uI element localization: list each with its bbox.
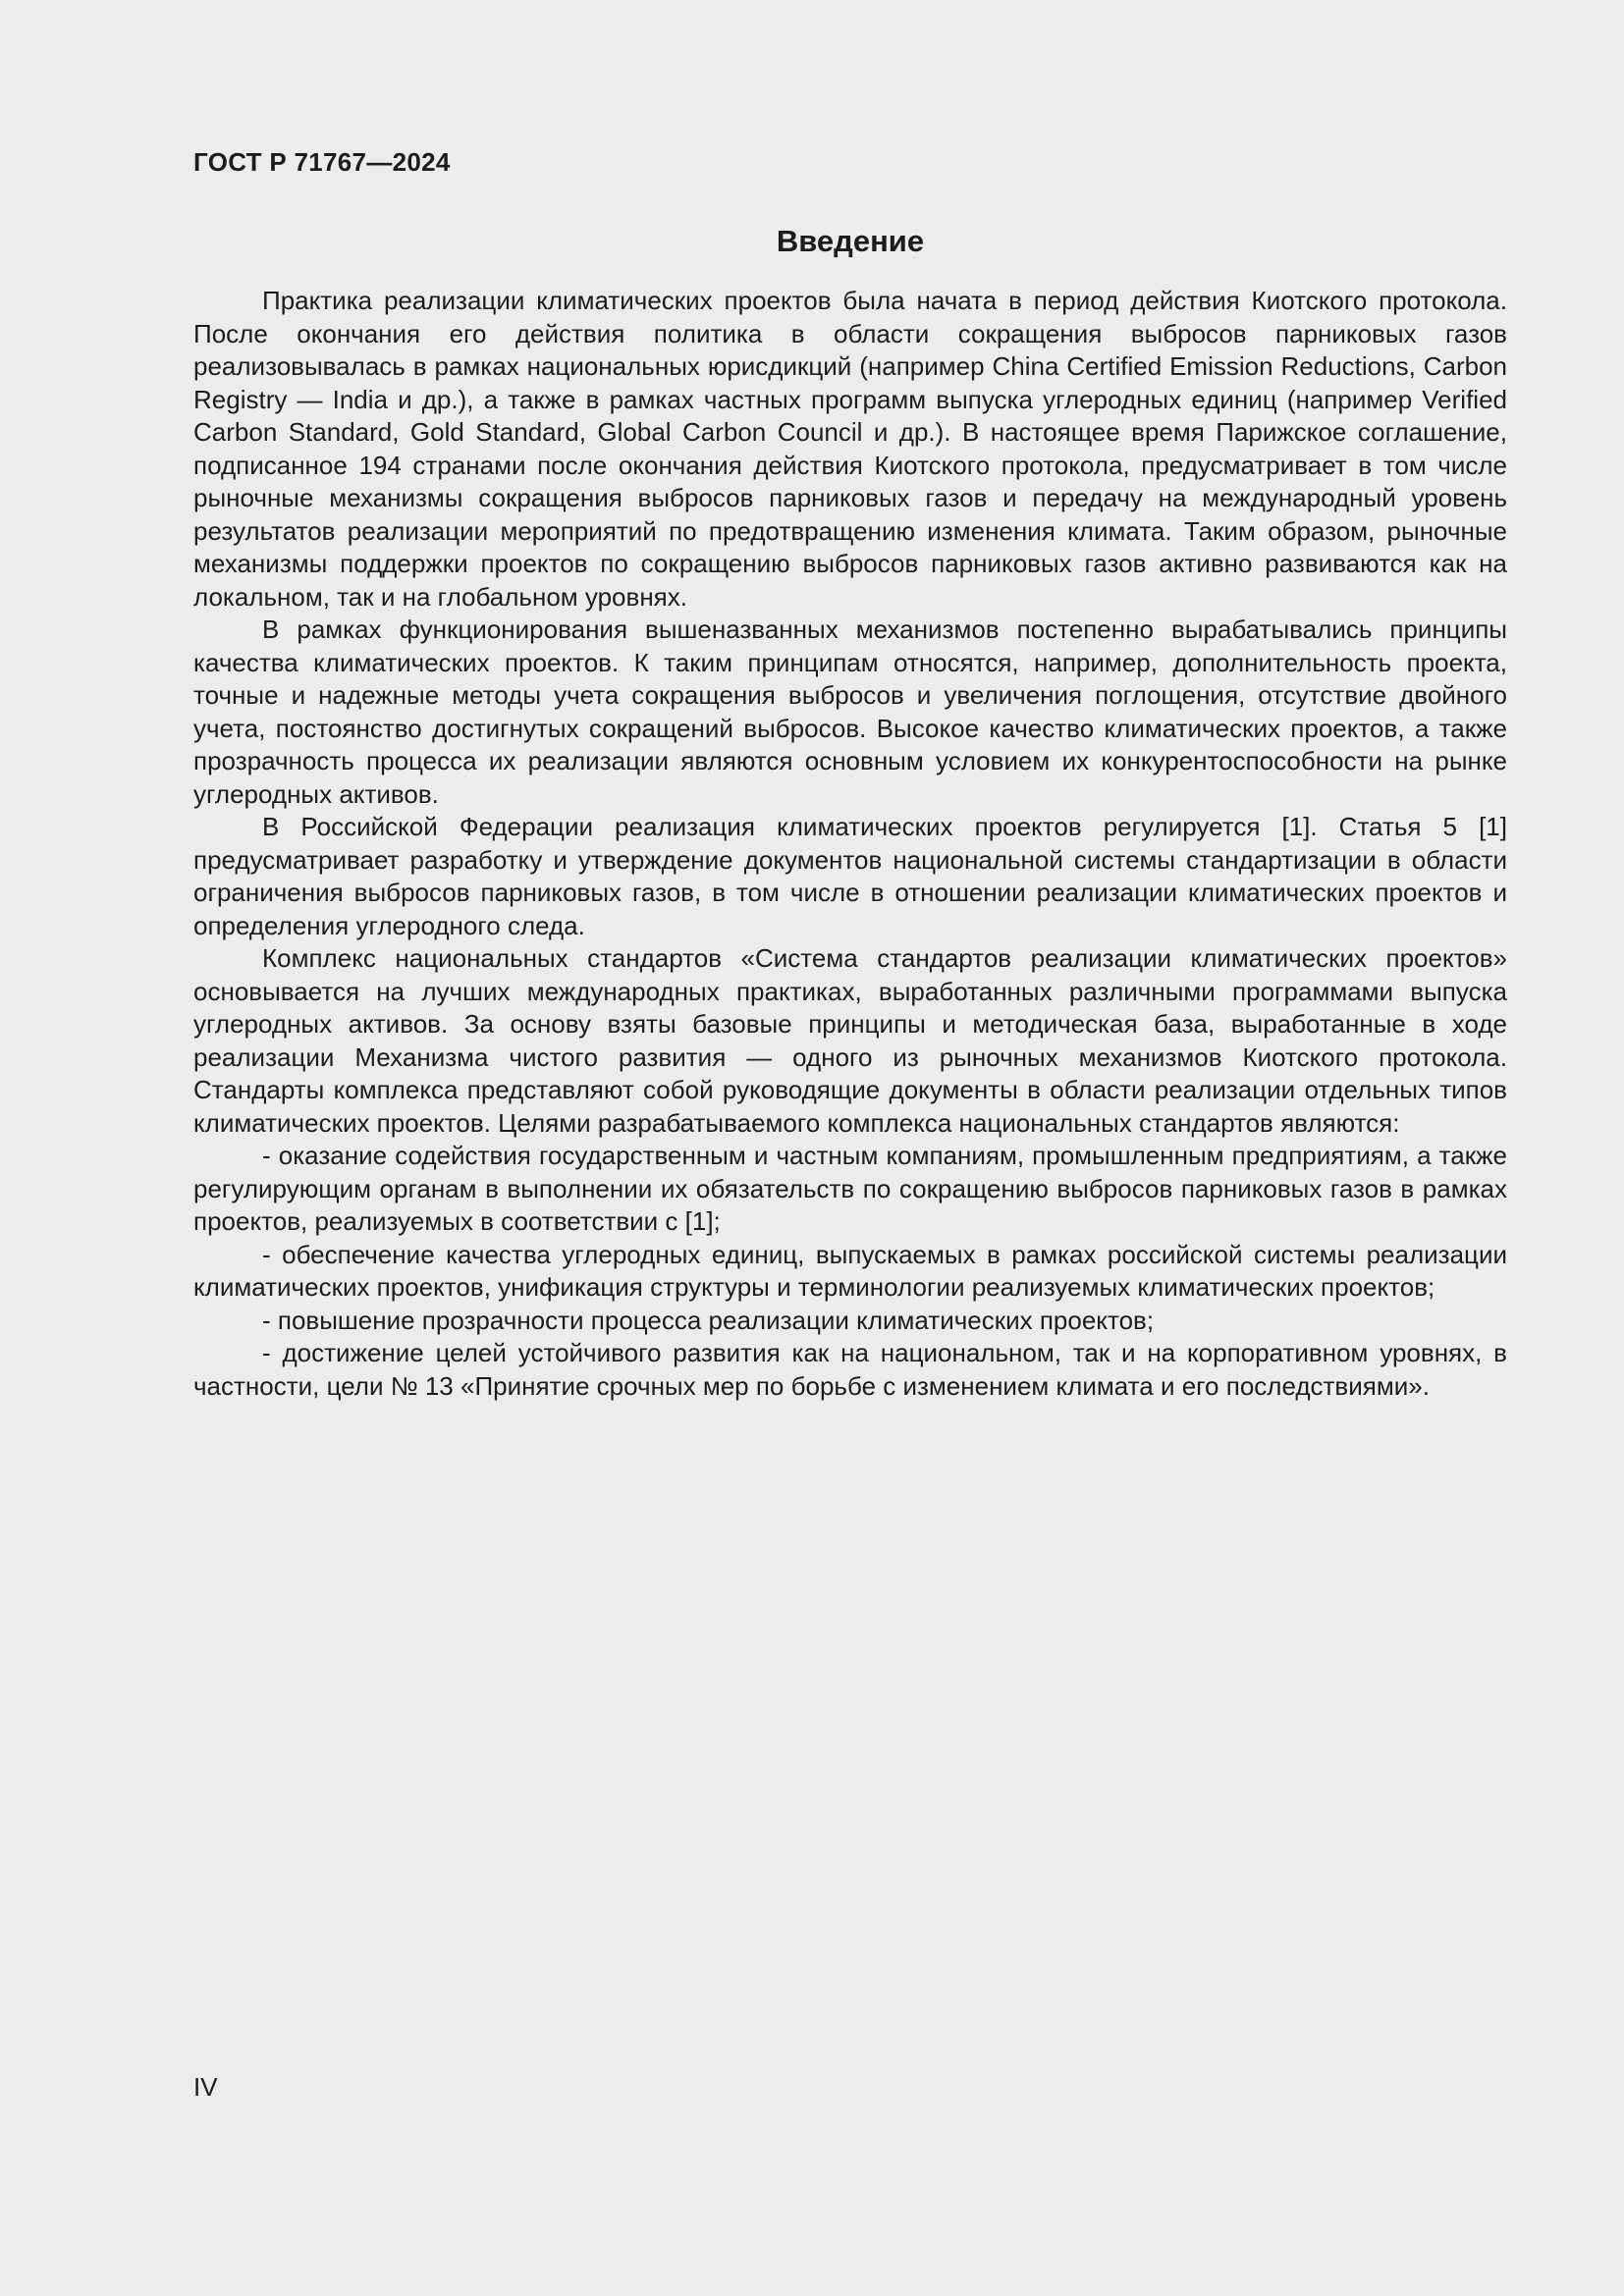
body-text bbox=[193, 285, 1507, 1403]
list-item-goal-quality: - обеспечение качества углеродных единиц, выпускаемых в рамках российской системы реализации климатических проектов, унификация структуры и терминологии реализуемых климатических проектов; bbox=[193, 1239, 1507, 1302]
list-item-goal-sustainability: - достижение целей устойчивого развития как на национальном, так и на корпоративном уровнях, в частности, цели № 13 «Принятие срочных мер по борьбе с изменением климата и его последствиями». bbox=[193, 1338, 1507, 1401]
list-item-goal-transparency: - повышение прозрачности процесса реализации климатических проектов; bbox=[262, 1305, 1155, 1335]
paragraph-kyoto-practice: Практика реализации климатических проектов была начата в период действия Киотского протокола. После окончания его действия политика в области сокращения выбросов парниковых газов реализовывалась в рамках национальных юрисдикций (например China Certified Emission Reductions, Carbon Registry — India и др.), а также в рамках частных программ выпуска углеродных единиц (например Verified Carbon Standard, Gold Standard, Global Carbon Council и др.). В настоящее время Парижское соглашение, подписанное 194 странами после окончания действия Киотского протокола, предусматривает в том числе рыночные механизмы сокращения выбросов парниковых газов и передачу на международный уровень результатов реализации мероприятий по предотвращению изменения климата. Таким образом, рыночные механизмы поддержки проектов по сокращению выбросов парниковых газов активно развиваются как на локальном, так и на глобальном уровнях. bbox=[193, 286, 1507, 612]
paragraph-standards-complex: Комплекс национальных стандартов «Система стандартов реализации климатических проектов» основывается на лучших международных практиках, выработанных различными программами выпуска углеродных активов. За основу взяты базовые принципы и методическая база, выработанные в ходе реализации Механизма чистого развития — одного из рыночных механизмов Киотского протокола. Стандарты комплекса представляют собой руководящие документы в области реализации отдельных типов климатических проектов. Целями разрабатываемого комплекса национальных стандартов являются: bbox=[193, 943, 1507, 1138]
paragraph-russian-regulation: В Российской Федерации реализация климатических проектов регулируется [1]. Статья 5 [1] предусматривает разработку и утверждение документов национальной системы стандартизации в области ограничения выбросов парниковых газов, в том числе в отношении реализации климатических проектов и определения углеродного следа. bbox=[193, 812, 1507, 940]
section-title: Введение bbox=[776, 224, 925, 258]
list-item-goal-assistance: - оказание содействия государственным и частным компаниям, промышленным предприятиям, а также регулирующим органам в выполнении их обязательств по сокращению выбросов парниковых газов в рамках проектов, реализуемых в соответствии с [1]; bbox=[193, 1141, 1507, 1236]
paragraph-quality-principles: В рамках функционирования вышеназванных механизмов постепенно вырабатывались принципы качества климатических проектов. К таким принципам относятся, например, дополнительность проекта, точные и надежные методы учета сокращения выбросов и увеличения поглощения, отсутствие двойного учета, постоянство достигнутых сокращений выбросов. Высокое качество климатических проектов, а также прозрачность процесса их реализации являются основным условием их конкурентоспособности на рынке углеродных активов. bbox=[193, 614, 1507, 809]
document-standard-number: ГОСТ Р 71767—2024 bbox=[193, 147, 451, 177]
page-number: IV bbox=[193, 2072, 218, 2102]
